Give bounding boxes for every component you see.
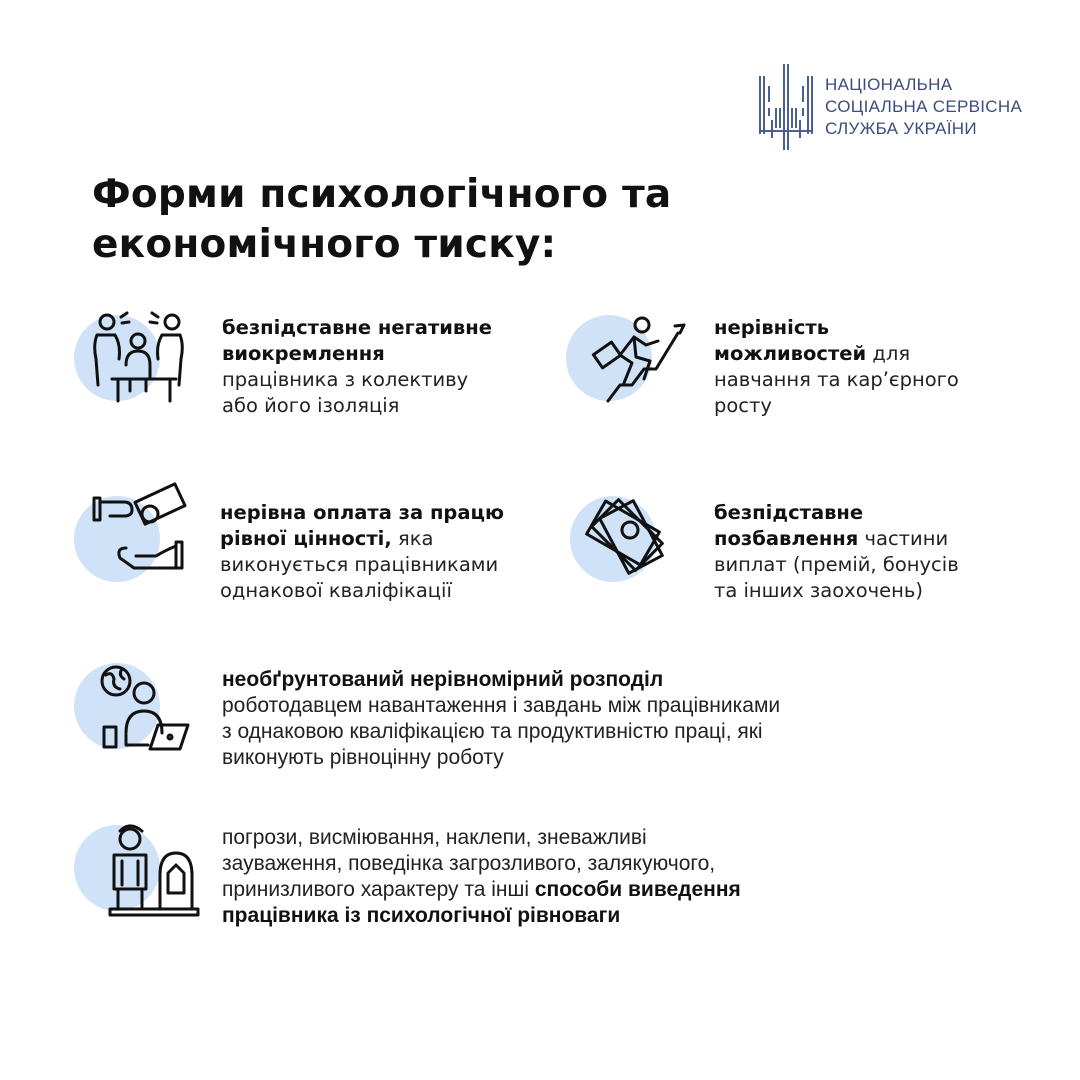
item-bold-text: необґрунтований нерівномірний розподіл bbox=[222, 668, 664, 691]
item-regular-text: однакової кваліфікації bbox=[220, 579, 452, 602]
item-bold-text: працівника із психологічної рівноваги bbox=[222, 904, 621, 927]
logo bbox=[755, 62, 1022, 152]
item-regular-text: виплат (премій, бонусів bbox=[714, 553, 959, 576]
item-bold-text: способи виведення bbox=[534, 878, 741, 901]
item-regular-text: або його ізоляція bbox=[222, 394, 400, 417]
item-bold-text: виокремлення bbox=[222, 342, 385, 365]
item-regular-text: з однаковою кваліфікацією та продуктивністю праці, які bbox=[222, 720, 763, 743]
title-line-2: економічного тиску: bbox=[92, 222, 557, 267]
banknotes-icon bbox=[560, 482, 680, 582]
item-bold-text: нерівність bbox=[714, 316, 830, 339]
page-title bbox=[92, 170, 671, 270]
remote-worker-icon bbox=[66, 655, 186, 755]
item-regular-text: принизливого характеру та інші bbox=[222, 878, 535, 901]
item-regular-text: роботодавцем навантаження і завдань між працівниками bbox=[222, 694, 781, 717]
item-text bbox=[714, 500, 959, 604]
item-bold-text: безпідставне bbox=[714, 501, 864, 524]
item-regular-text: навчання та кар’єрного bbox=[714, 368, 959, 391]
career-climb-icon bbox=[560, 305, 680, 405]
list-item bbox=[66, 482, 504, 604]
item-text bbox=[222, 667, 780, 771]
list-item bbox=[560, 482, 959, 604]
hand-money-icon bbox=[66, 482, 186, 582]
item-bold-text: позбавлення bbox=[714, 527, 859, 550]
item-regular-text: виконується працівниками bbox=[220, 553, 499, 576]
trident-logo-icon bbox=[755, 62, 817, 152]
item-regular-text: та інших заохочень) bbox=[714, 579, 924, 602]
item-regular-text: зауваження, поведінка загрозливого, залякуючого, bbox=[222, 852, 716, 875]
item-bold-text: безпідставне негативне bbox=[222, 316, 492, 339]
logo-line-2: СОЦІАЛЬНА СЕРВІСНА bbox=[825, 97, 1023, 116]
list-item bbox=[66, 305, 492, 419]
item-regular-text: яка bbox=[391, 527, 434, 550]
item-regular-text: виконують рівноцінну роботу bbox=[222, 746, 504, 769]
list-item bbox=[66, 815, 741, 929]
item-text bbox=[222, 825, 741, 929]
item-regular-text: росту bbox=[714, 394, 772, 417]
list-item bbox=[66, 655, 780, 771]
item-bold-text: можливостей bbox=[714, 342, 867, 365]
item-regular-text: частини bbox=[858, 527, 949, 550]
item-regular-text: працівника з колективу bbox=[222, 368, 469, 391]
item-bold-text: рівної цінності, bbox=[220, 527, 392, 550]
item-text bbox=[220, 500, 504, 604]
item-regular-text: для bbox=[866, 342, 911, 365]
item-regular-text: погрози, висміювання, наклепи, зневажливі bbox=[222, 826, 647, 849]
logo-line-1: НАЦІОНАЛЬНА bbox=[825, 75, 953, 94]
title-line-1: Форми психологічного та bbox=[92, 172, 672, 217]
distressed-people-icon bbox=[66, 815, 186, 915]
item-text bbox=[222, 315, 492, 419]
item-bold-text: нерівна оплата за працю bbox=[220, 501, 504, 524]
item-text bbox=[714, 315, 959, 419]
logo-text bbox=[825, 74, 1022, 140]
people-isolation-icon bbox=[66, 305, 186, 405]
list-item bbox=[560, 305, 959, 419]
logo-line-3: СЛУЖБА УКРАЇНИ bbox=[825, 119, 977, 138]
